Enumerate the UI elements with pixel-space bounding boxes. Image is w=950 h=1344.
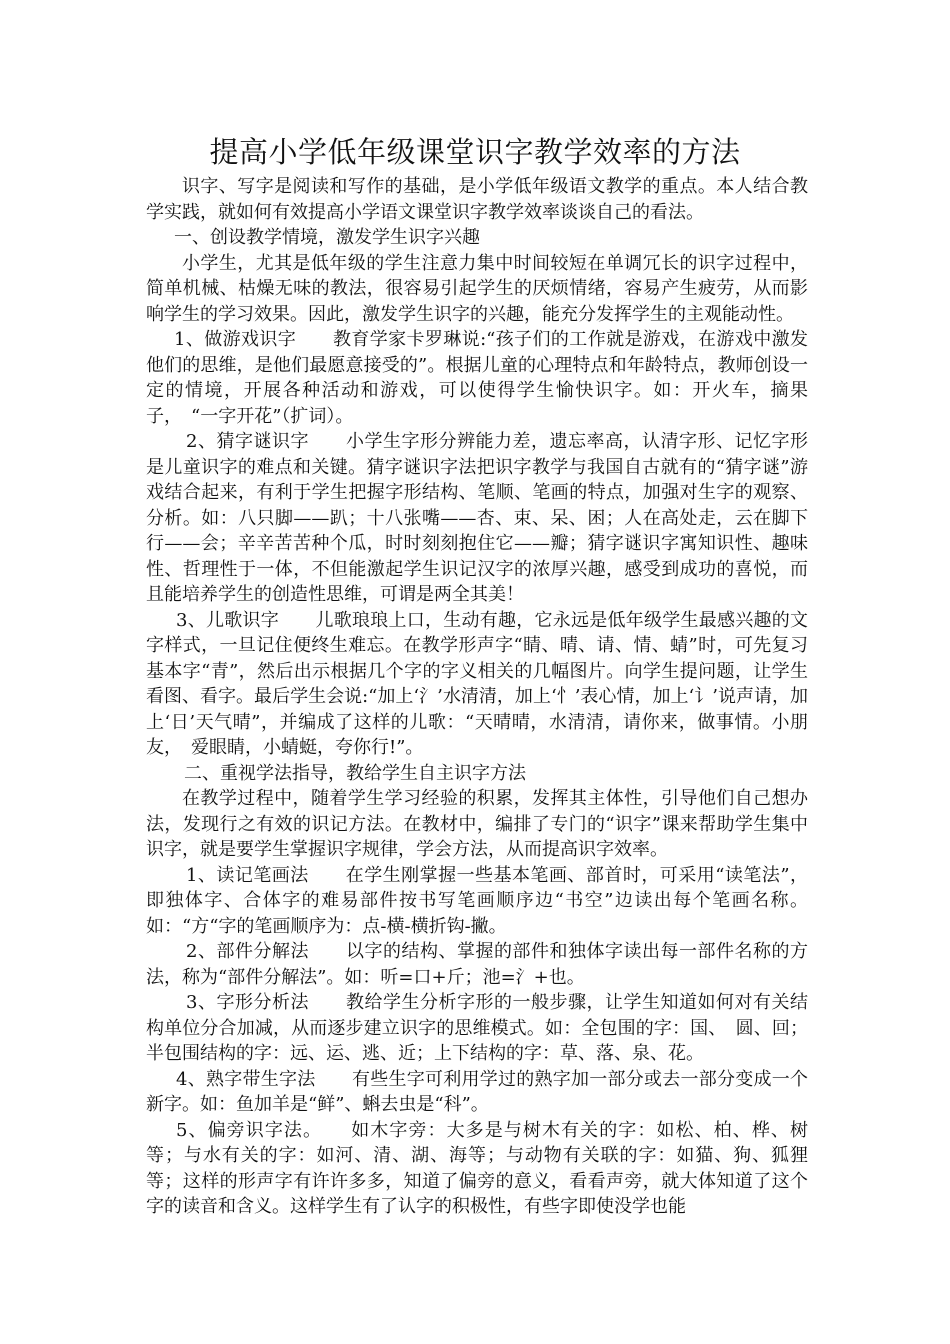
document-title: 提高小学低年级课堂识字教学效率的方法 <box>209 135 741 169</box>
paragraph-intro: 识字、写字是阅读和写作的基础，是小学低年级语文教学的重点。本人结合教学实践，就如何有效提高小学语文课堂识字教学效率谈谈自己的看法。 <box>146 176 808 223</box>
paragraph-method-familiar: 4、熟字带生字法 有些生字可利用学过的熟字加一部分或去一部分变成一个新字。如：鱼加羊是“鲜”、蝌去虫是“科”。 <box>146 1068 808 1115</box>
paragraph-method-game: 1、做游戏识字 教育学家卡罗琳说:“孩子们的工作就是游戏，在游戏中激发他们的思维，是他们最愿意接受的”。根据儿童的心理特点和年龄特点，教师创设一定的情境，开展各种活动和游戏，可以使得学生愉快识字。如：开火车，摘果子， “一字开花”（扩词）。 <box>146 329 808 427</box>
section-heading-2: 二、重视学法指导，教给学生自主识字方法 <box>184 762 526 784</box>
paragraph: 小学生，尤其是低年级的学生注意力集中时间较短在单调冗长的识字过程中，简单机械、枯燥无味的教法，很容易引起学生的厌烦情绪，容易产生疲劳，从而影响学生的学习效果。因此，激发学生识字的兴趣，能充分发挥学生的主观能动性。 <box>146 252 808 325</box>
document-body <box>146 174 808 1220</box>
paragraph-method-shape: 3、字形分析法 教给学生分析字形的一般步骤，让学生知道如何对有关结构单位分合加减，从而逐步建立识字的思维模式。如：全包围的字：国、 圆、回；半包围结构的字：远、运、逃、近；上下结构的字：草、落、泉、花。 <box>146 992 808 1064</box>
paragraph-method-stroke: 1、读记笔画法 在学生刚掌握一些基本笔画、部首时，可采用“读笔法”，即独体字、合体字的难易部件按书写笔画顺序边“书空”边读出每个笔画名称。如：“方“字的笔画顺序为：点-横-横折钩-撇。 <box>146 864 808 937</box>
paragraph-method-riddle: 2、猜字谜识字 小学生字形分辨能力差，遗忘率高，认清字形、记忆字形是儿童识字的难点和关键。猜字谜识字法把识字教学与我国自古就有的“猜字谜”游戏结合起来，有利于学生把握字形结构、笔顺、笔画的特点，加强对生字的观察、分析。如：八只脚——趴；十八张嘴——杏、束、呆、困；人在高处走，云在脚下行——会；辛辛苦苦种个瓜，时时刻刻抱住它——瓣；猜字谜识字寓知识性、趣味性、哲理性于一体，不但能激起学生识记汉字的浓厚兴趣，感受到成功的喜悦，而且能培养学生的创造性思维，可谓是两全其美！ <box>146 431 808 605</box>
paragraph: 在教学过程中，随着学生学习经验的积累，发挥其主体性，引导他们自己想办法，发现行之有效的识记方法。在教材中，编排了专门的“识字”课来帮助学生集中识字，就是要学生掌握识字规律，学会方法，从而提高识字效率。 <box>146 788 808 860</box>
paragraph-method-rhyme: 3、儿歌识字 儿歌琅琅上口，生动有趣，它永远是低年级学生最感兴趣的文字样式，一旦记住便终生难忘。在教学形声字“睛、晴、请、情、蜻”时，可先复习基本字“青”，然后出示根据几个字的字义相关的几幅图片。向学生提问题，让学生看图、看字。最后学生会说:“加上‘氵’水清清，加上‘忄’表心情，加上‘讠’说声请，加上‘日’天气晴”，并编成了这样的儿歌：“天晴晴，水清清，请你来，做事情。小朋友， 爱眼睛，小蜻蜓，夸你行!”。 <box>146 609 808 758</box>
section-heading-1: 一、创设教学情境，激发学生识字兴趣 <box>174 227 480 248</box>
paragraph-method-component: 2、部件分解法 以字的结构、掌握的部件和独体字读出每一部件名称的方法，称为“部件分解法”。如：听=口+斤；池=氵+也。 <box>146 941 808 988</box>
paragraph-method-radical: 5、偏旁识字法。 如木字旁：大多是与树木有关的字：如松、柏、桦、树等；与水有关的字：如河、清、湖、海等；与动物有关联的字：如猫、狗、狐狸等；这样的形声字有许许多多，知道了偏旁的意义，看看声旁，就大体知道了这个字的读音和含义。这样学生有了认字的积极性，有些字即使没学也能 <box>146 1119 808 1217</box>
